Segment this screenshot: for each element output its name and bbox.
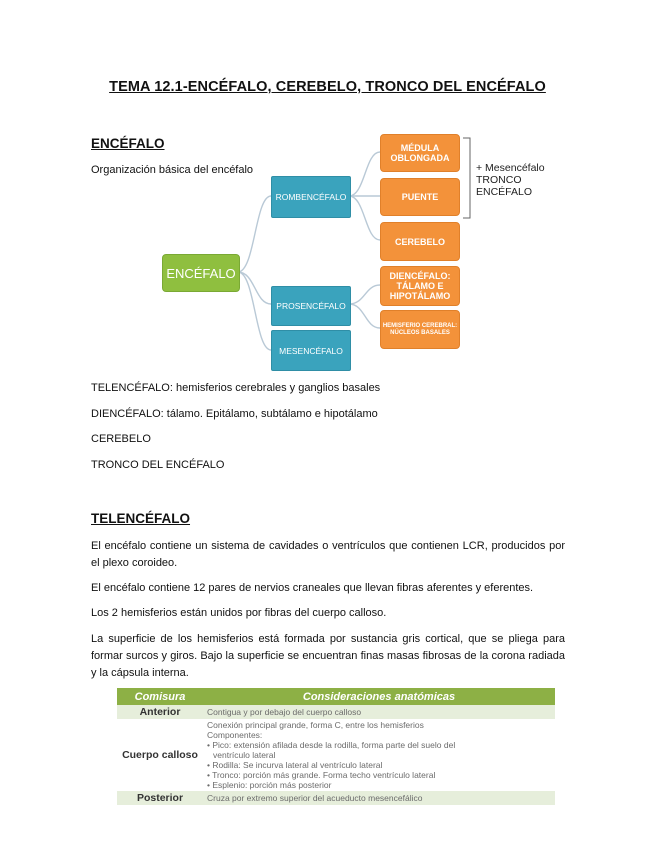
connector-encefalo-prosencefalo <box>238 272 271 304</box>
term-posterior: Posterior <box>117 791 203 805</box>
diagram-caption: Organización básica del encéfalo <box>91 164 254 176</box>
node-rombencefalo: ROMBENCÉFALO <box>271 176 351 218</box>
node-diencefalo: DIENCÉFALO: TÁLAMO E HIPOTÁLAMO <box>380 266 460 306</box>
node-puente: PUENTE <box>380 178 460 216</box>
tronco-bracket <box>463 138 470 218</box>
table-row <box>117 719 555 791</box>
node-cerebelo: CEREBELO <box>380 222 460 261</box>
paragraph-ventriculos: El encéfalo contiene un sistema de cavidades o ventrículos que contienen LCR, producidos por el plexo coroideo. <box>91 540 565 569</box>
paragraph-superficie: La superficie de los hemisferios está formada por sustancia gris cortical, que se pliega para formar surcos y giros. Bajo la superficie se encuentran finas masas fibrosas de la corona radiada y la cápsula interna. <box>91 633 565 679</box>
table-row <box>117 705 555 719</box>
term-anterior: Anterior <box>117 705 203 719</box>
line-diencefalo: DIENCÉFALO: tálamo. Epitálamo, subtálamo e hipotálamo <box>91 408 378 420</box>
connector-encefalo-mesencefalo <box>238 272 271 350</box>
node-hemisferio-cerebral: HEMISFERIO CEREBRAL: NÚCLEOS BASALES <box>380 310 460 349</box>
desc-line: • Pico: extensión afilada desde la rodilla, forma parte del suelo del <box>207 740 456 750</box>
header-comisura: Comisura <box>117 688 203 705</box>
section-heading-encefalo: ENCÉFALO <box>91 136 165 151</box>
line-tronco: TRONCO DEL ENCÉFALO <box>91 459 225 471</box>
connector-romb-cerebelo <box>349 196 380 240</box>
line-telencefalo: TELENCÉFALO: hemisferios cerebrales y ganglios basales <box>91 382 381 394</box>
note-tronco: TRONCO <box>476 174 522 186</box>
paragraph-hemisferios: Los 2 hemisferios están unidos por fibras del cuerpo calloso. <box>91 607 387 619</box>
node-prosencefalo: PROSENCÉFALO <box>271 286 351 326</box>
desc-line: Componentes: <box>207 730 263 740</box>
desc-line: • Rodilla: Se incurva lateral al ventrículo lateral <box>207 760 383 770</box>
tronco-note <box>476 162 545 198</box>
connector-pros-hemisferio <box>349 304 380 328</box>
desc-cuerpo-calloso <box>203 719 555 791</box>
desc-line: Conexión principal grande, forma C, entre los hemisferios <box>207 720 424 730</box>
connector-pros-diencefalo <box>349 285 380 304</box>
note-mesencefalo: + Mesencéfalo <box>476 162 545 174</box>
header-consideraciones: Consideraciones anatómicas <box>203 688 555 705</box>
term-cuerpo-calloso: Cuerpo calloso <box>122 749 198 761</box>
desc-line: • Esplenio: porción más posterior <box>207 780 332 790</box>
node-encefalo: ENCÉFALO <box>162 254 240 292</box>
table-row <box>117 791 555 805</box>
desc-line: Cruza por extremo superior del acueducto mesencefálico <box>207 793 423 803</box>
node-mesencefalo: MESENCÉFALO <box>271 330 351 371</box>
desc-line: • Tronco: porción más grande. Forma techo ventrículo lateral <box>207 770 436 780</box>
node-medula-oblongada: MÉDULA OBLONGADA <box>380 134 460 172</box>
connector-romb-medula <box>349 152 380 196</box>
desc-anterior <box>203 705 555 719</box>
paragraph-nervios: El encéfalo contiene 12 pares de nervios craneales que llevan fibras aferentes y eferentes. <box>91 582 534 594</box>
desc-line: Contigua y por debajo del cuerpo calloso <box>207 707 362 717</box>
note-encefalo: ENCÉFALO <box>476 186 533 198</box>
desc-posterior <box>203 791 555 805</box>
page-title: TEMA 12.1-ENCÉFALO, CEREBELO, TRONCO DEL ENCÉFALO <box>109 79 546 95</box>
table-header-row <box>117 688 555 705</box>
desc-line: ventrículo lateral <box>213 750 276 760</box>
comisuras-table <box>117 688 555 805</box>
connector-encefalo-rombencefalo <box>238 196 271 272</box>
line-cerebelo: CEREBELO <box>91 433 151 445</box>
section-heading-telencefalo: TELENCÉFALO <box>91 511 191 526</box>
